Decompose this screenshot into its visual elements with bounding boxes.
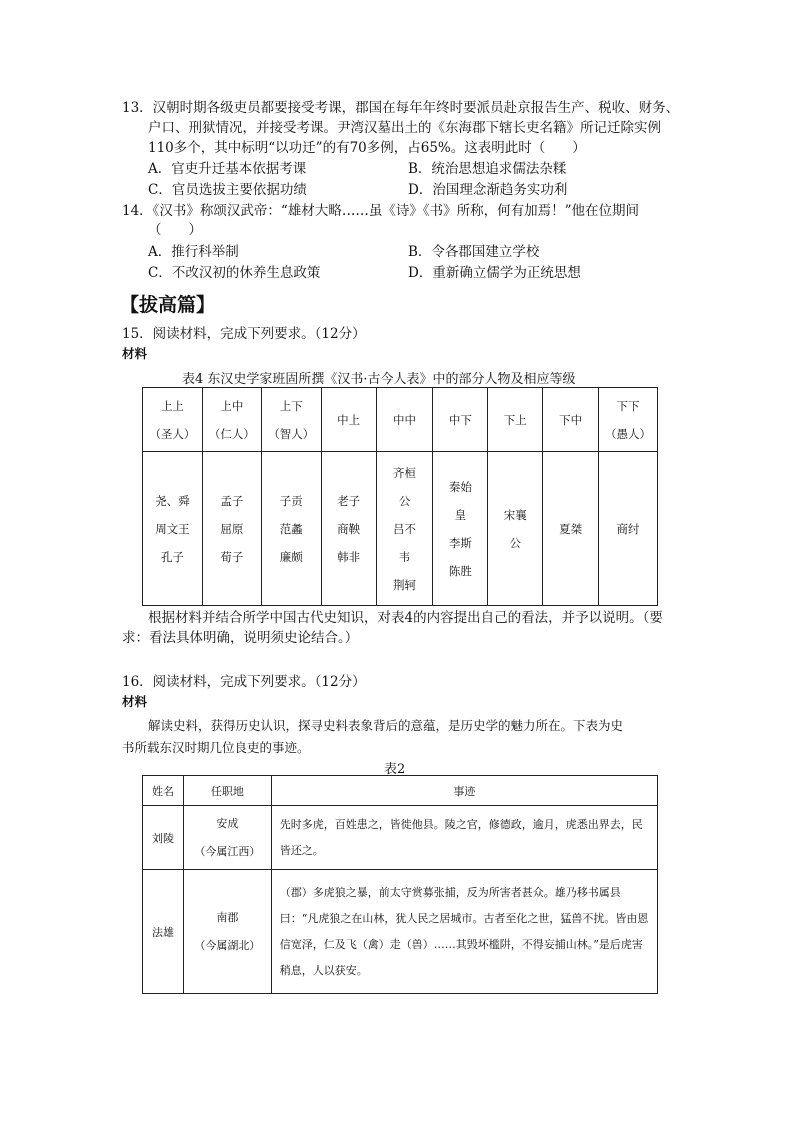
people-cell: 齐桓 公 吕不 韦 荆轲	[376, 452, 433, 606]
q16-header-row	[143, 776, 658, 806]
q15-people-row	[143, 452, 658, 606]
col-place-header: 任职地	[183, 776, 271, 806]
q14-stem-line2: （ ）	[148, 222, 202, 238]
q15-table-caption: 表4 东汉史学家班固所撰《汉书·古今人表》中的部分人物及相应等级	[182, 372, 576, 387]
q14-option-b[interactable]: B．令各郡国建立学校	[408, 244, 540, 260]
header-cell: 上下 （智人）	[261, 388, 321, 452]
row-deeds: 先时多虎，百姓患之，皆徙他县。陵之官，修德政，逾月，虎悉出界去，民皆还之。	[271, 806, 657, 870]
people-cell: 老子 商鞅 韩非	[321, 452, 376, 606]
header-cell: 下上	[488, 388, 543, 452]
q16-stem: 16．阅读材料，完成下列要求。（12分）	[122, 674, 366, 690]
q16-table-caption: 表2	[384, 762, 406, 777]
people-cell: 宋襄 公	[488, 452, 543, 606]
q13-option-c[interactable]: C．官员选拔主要依据功绩	[148, 182, 307, 198]
q14-option-d[interactable]: D．重新确立儒学为正统思想	[408, 265, 581, 281]
q16-material-label: 材料	[122, 694, 148, 709]
header-cell: 中中	[376, 388, 433, 452]
q13-stem-line3: 110多个，其中标明“以功迁”的有70多例，占65%。这表明此时（ ）	[148, 140, 586, 156]
col-deeds-header: 事迹	[271, 776, 657, 806]
section-title: 【拔高篇】	[120, 294, 216, 316]
q15-material-label: 材料	[122, 346, 148, 361]
q16-intro-line2: 书所载东汉时期几位良吏的事迹。	[122, 740, 310, 755]
q13-option-a[interactable]: A．官吏升迁基本依据考课	[148, 161, 307, 177]
q14-option-a[interactable]: A．推行科举制	[148, 244, 239, 260]
q16-intro-line1: 解读史料，获得历史认识，探寻史料表象背后的意蕴，是历史学的魅力所在。下表为史	[148, 718, 624, 733]
header-cell: 上中 （仁人）	[202, 388, 261, 452]
header-cell: 上上 （圣人）	[143, 388, 203, 452]
people-cell: 夏桀	[543, 452, 599, 606]
q13-option-d[interactable]: D．治国理念渐趋务实功利	[408, 182, 568, 198]
people-cell: 商纣	[599, 452, 658, 606]
q15-header-row	[143, 388, 658, 452]
q16-table	[142, 775, 658, 994]
row-deeds: （郡）多虎狼之暴，前太守赏募张捕，反为所害者甚众。雄乃移书属县曰：“凡虎狼之在山林，犹人民之居城市。古者至化之世，猛兽不扰。皆由恩信宽泽，仁及飞（禽）走（兽）……其毁坏槛阱，不得妄捕山林。”是后虎害稍息，人以获安。	[271, 870, 657, 994]
header-cell: 中下	[433, 388, 488, 452]
q14-option-c[interactable]: C．不改汉初的休养生息政策	[148, 265, 321, 281]
people-cell: 尧、舜 周文王 孔子	[143, 452, 203, 606]
q15-requirement-line1: 根据材料并结合所学中国古代史知识，对表4的内容提出自己的看法，并予以说明。（要	[148, 610, 663, 626]
q13-stem-line1: 13．汉朝时期各级吏员都要接受考课，郡国在每年年终时要派员赴京报告生产、税收、财务、	[122, 100, 680, 116]
row-name: 刘陵	[143, 806, 184, 870]
row-name: 法雄	[143, 870, 184, 994]
q14-stem-line1: 14．《汉书》称颂汉武帝：“雄材大略……虽《诗》《书》所称，何有加焉！”他在位期间	[122, 203, 639, 219]
q15-table	[142, 387, 658, 606]
people-cell: 秦始 皇 李斯 陈胜	[433, 452, 488, 606]
col-name-header: 姓名	[143, 776, 184, 806]
q13-option-b[interactable]: B．统治思想追求儒法杂糅	[408, 161, 567, 177]
q13-stem-line2: 户口、刑狱情况，并接受考课。尹湾汉墓出土的《东海郡下辖长吏名籍》所记迁除实例	[148, 120, 661, 136]
header-cell: 下下 （愚人）	[599, 388, 658, 452]
q15-requirement-line2: 求：看法具体明确，说明须史论结合。）	[122, 630, 359, 646]
header-cell: 下中	[543, 388, 599, 452]
q15-stem: 15．阅读材料，完成下列要求。（12分）	[122, 326, 366, 342]
people-cell: 子贡 范蠡 廉颇	[261, 452, 321, 606]
table-row	[143, 806, 658, 870]
people-cell: 孟子 屈原 荀子	[202, 452, 261, 606]
header-cell: 中上	[321, 388, 376, 452]
row-place: 南郡 （今属湖北）	[183, 870, 271, 994]
row-place: 安成 （今属江西）	[183, 806, 271, 870]
table-row	[143, 870, 658, 994]
